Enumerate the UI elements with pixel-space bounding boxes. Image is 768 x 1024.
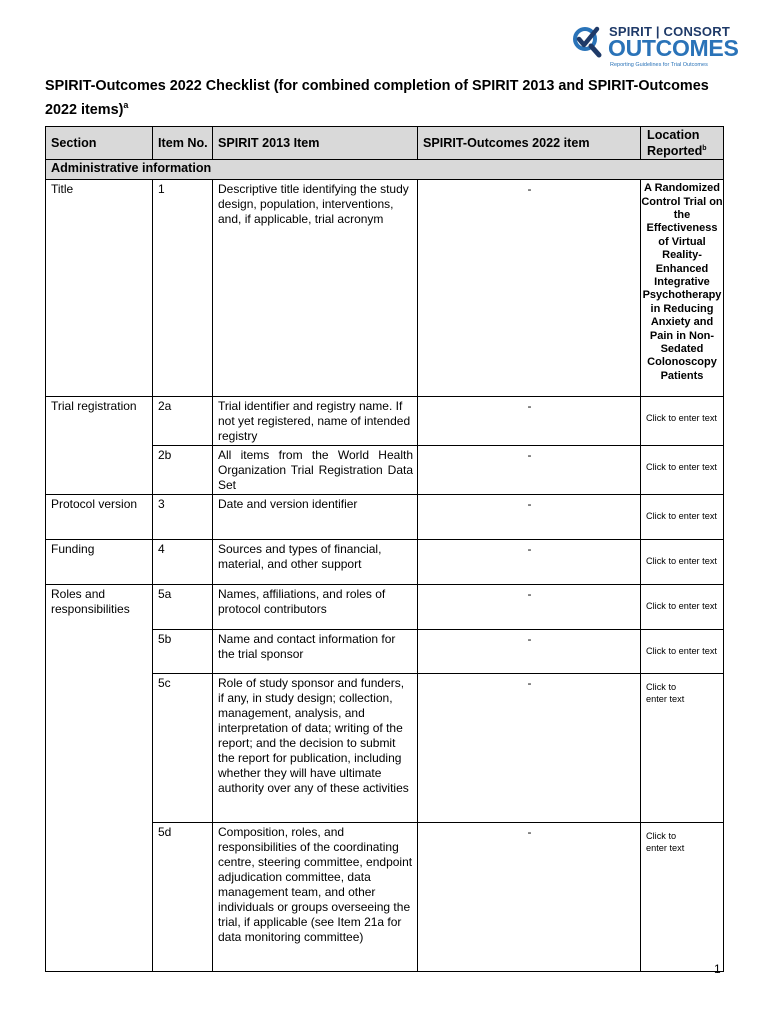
spirit-2013-item-cell: Trial identifier and registry name. If not yet registered, name of intended registry (213, 397, 418, 446)
document-title-text: SPIRIT-Outcomes 2022 Checklist (for combined completion of SPIRIT 2013 and SPIRIT-Outcomes 2022 items) (45, 78, 709, 118)
spirit-2013-item-cell: Role of study sponsor and funders, if any, in study design; collection, management, analysis, and interpretation of data; writing of the report; and the decision to submit the report for publication, including whether they will have ultimate authority over any of these activities (213, 674, 418, 823)
section-cell: Title (46, 180, 153, 397)
location-text-field[interactable]: Click to enter text (646, 646, 717, 657)
location-reported-cell[interactable] (641, 495, 724, 540)
location-text-field[interactable]: Click to enter text (646, 511, 717, 522)
item-number-cell: 4 (153, 540, 213, 585)
location-reported-cell[interactable] (641, 540, 724, 585)
location-reported-cell[interactable] (641, 823, 724, 972)
location-text-field[interactable]: Click to enter text (646, 413, 717, 424)
section-cell: Funding (46, 540, 153, 585)
location-reported-cell: A Randomized Control Trial on the Effectiveness of Virtual Reality-Enhanced Integrative Psychotherapy in Reducing Anxiety and Pain in Non-Sedated Colonoscopy Patients (641, 180, 724, 397)
spirit-consort-outcomes-logo (571, 22, 739, 68)
table-row (46, 397, 724, 446)
header-spirit-outcomes-2022: SPIRIT-Outcomes 2022 item (418, 127, 641, 160)
section-heading-fill (213, 160, 724, 180)
spirit-outcomes-item-cell: - (418, 446, 641, 495)
checkmark-magnifier-icon (571, 24, 607, 60)
location-footnote-marker: b (702, 145, 707, 152)
document-title (45, 77, 735, 120)
location-text-field[interactable]: Click to enter text (646, 601, 717, 612)
location-reported-cell[interactable] (641, 630, 724, 674)
spirit-2013-item-cell: Name and contact information for the trial sponsor (213, 630, 418, 674)
logo-line-1: SPIRIT | CONSORT (609, 24, 730, 39)
header-location-reported (641, 127, 724, 160)
location-reported-cell[interactable] (641, 397, 724, 446)
spirit-2013-item-cell: Descriptive title identifying the study design, population, interventions, and, if applicable, trial acronym (213, 180, 418, 397)
table-row (46, 540, 724, 585)
spirit-2013-item-cell: Composition, roles, and responsibilities of the coordinating centre, steering committee, endpoint adjudication committee, data management team, and other individuals or groups overseeing the trial, if applicable (see Item 21a for data monitoring committee) (213, 823, 418, 972)
section-cell: Protocol version (46, 495, 153, 540)
item-number-cell: 5a (153, 585, 213, 630)
location-reported-cell[interactable] (641, 446, 724, 495)
item-number-cell: 2b (153, 446, 213, 495)
spirit-2013-item-cell: All items from the World Health Organization Trial Registration Data Set (213, 446, 418, 495)
header-spirit-2013: SPIRIT 2013 Item (213, 127, 418, 160)
spirit-outcomes-item-cell: - (418, 397, 641, 446)
location-text-field[interactable]: Click to enter text (646, 556, 717, 567)
item-number-cell: 5b (153, 630, 213, 674)
section-cell: Trial registration (46, 397, 153, 495)
logo-tagline: Reporting Guidelines for Trial Outcomes (610, 62, 708, 68)
location-reported-cell[interactable] (641, 674, 724, 823)
spirit-outcomes-item-cell: - (418, 630, 641, 674)
header-row (46, 127, 724, 160)
location-reported-cell[interactable] (641, 585, 724, 630)
page-number: 1 (714, 962, 721, 976)
spirit-2013-item-cell: Sources and types of financial, material, and other support (213, 540, 418, 585)
spirit-2013-item-cell: Date and version identifier (213, 495, 418, 540)
spirit-2013-item-cell: Names, affiliations, and roles of protocol contributors (213, 585, 418, 630)
item-number-cell: 1 (153, 180, 213, 397)
header-item-no: Item No. (153, 127, 213, 160)
section-heading: Administrative information (46, 160, 213, 180)
item-number-cell: 5d (153, 823, 213, 972)
item-number-cell: 2a (153, 397, 213, 446)
spirit-outcomes-item-cell: - (418, 585, 641, 630)
spirit-outcomes-item-cell: - (418, 180, 641, 397)
item-number-cell: 3 (153, 495, 213, 540)
spirit-outcomes-item-cell: - (418, 540, 641, 585)
spirit-outcomes-item-cell: - (418, 674, 641, 823)
section-cell: Roles and responsibilities (46, 585, 153, 972)
header-section: Section (46, 127, 153, 160)
location-text-field[interactable]: Click to enter text (646, 831, 685, 854)
spirit-outcomes-item-cell: - (418, 495, 641, 540)
table-row (46, 180, 724, 397)
location-text-field[interactable]: Click to enter text (646, 462, 717, 473)
section-heading-row (46, 160, 724, 180)
header-location-text: Location Reported (647, 128, 703, 159)
item-number-cell: 5c (153, 674, 213, 823)
table-row (46, 495, 724, 540)
table-row (46, 585, 724, 630)
location-text-field[interactable]: Click to enter text (646, 682, 685, 705)
logo-line-2: OUTCOMES (608, 35, 739, 61)
title-footnote-marker: a (123, 100, 129, 110)
spirit-outcomes-item-cell: - (418, 823, 641, 972)
checklist-table (45, 126, 724, 972)
